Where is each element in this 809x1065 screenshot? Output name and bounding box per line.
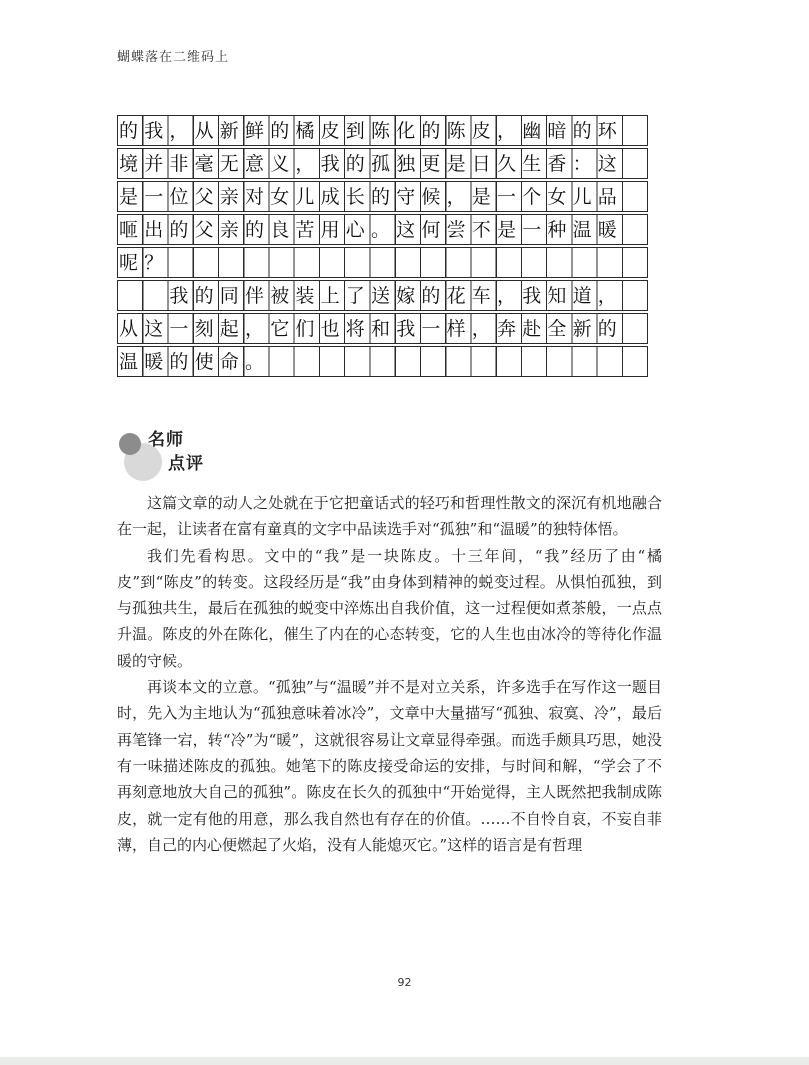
viewer-bottom-bar <box>0 1057 809 1065</box>
grid-row <box>117 115 648 146</box>
grid-row <box>117 313 648 344</box>
essay-manuscript-grid <box>117 115 648 379</box>
decorative-circle-dark-icon <box>119 433 141 455</box>
grid-row-text: 咂出的父亲的良苦用心。这何尝不是一种温暖 <box>119 219 624 241</box>
grid-row <box>117 247 648 278</box>
heading-line-1: 名师 <box>148 430 184 450</box>
grid-row <box>117 280 648 311</box>
grid-row <box>117 214 648 245</box>
grid-row-text: 的我，从新鲜的橘皮到陈化的陈皮，幽暗的环 <box>119 120 624 142</box>
paragraph: 我们先看构思。文中的“我”是一块陈皮。十三年间，“我”经历了由“橘皮”到“陈皮”的转变。这段经历是“我”由身体到精神的蜕变过程。从惧怕孤独，到与孤独共生，最后在孤独的蜕变中淬炼出自我价值，这一过程便如煮茶般，一点点升温。陈皮的外在陈化，催生了内在的心态转变，它的人生也由冰冷的等待化作温暖的守候。 <box>117 546 662 670</box>
page-number: 92 <box>397 976 412 989</box>
grid-row-text: 境并非毫无意义，我的孤独更是日久生香：这 <box>119 153 624 175</box>
grid-row-text: 是一位父亲对女儿成长的守候，是一个女儿品 <box>119 186 624 208</box>
commentary-body <box>117 490 662 858</box>
grid-row <box>117 148 648 179</box>
grid-row <box>117 346 648 377</box>
heading-line-2: 点评 <box>168 454 204 474</box>
grid-row-text: 我的同伴被装上了送嫁的花车，我知道， <box>119 285 624 307</box>
paragraph: 这篇文章的动人之处就在于它把童话式的轻巧和哲理性散文的深沉有机地融合在一起，让读者在富有童真的文字中品读选手对“孤独”和“温暖”的独特体悟。 <box>117 494 662 539</box>
grid-row-text: 从这一刻起，它们也将和我一样，奔赴全新的 <box>119 318 624 340</box>
teacher-comment-heading <box>117 425 227 480</box>
grid-row-text: 呢？ <box>119 252 170 274</box>
grid-row <box>117 181 648 212</box>
running-header-book-title: 蝴蝶落在二维码上 <box>117 50 230 65</box>
paragraph: 再谈本文的立意。“孤独”与“温暖”并不是对立关系，许多选手在写作这一题目时，先入为主地认为“孤独意味着冰冷”，文章中大量描写“孤独、寂寞、冷”，最后再笔锋一宕，转“冷”为“暖”，这就很容易让文章显得牵强。而选手颇具巧思，她没有一味描述陈皮的孤独。她笔下的陈皮接受命运的安排，与时间和解，“学会了不再刻意地放大自己的孤独”。陈皮在长久的孤独中“开始觉得，主人既然把我制成陈皮，就一定有他的用意，那么我自然也有存在的价值。……不自怜自哀，不妄自菲薄，自己的内心便燃起了火焰，没有人能熄灭它。”这样的语言是有哲理 <box>117 678 662 854</box>
grid-row-text: 温暖的使命。 <box>119 351 271 373</box>
